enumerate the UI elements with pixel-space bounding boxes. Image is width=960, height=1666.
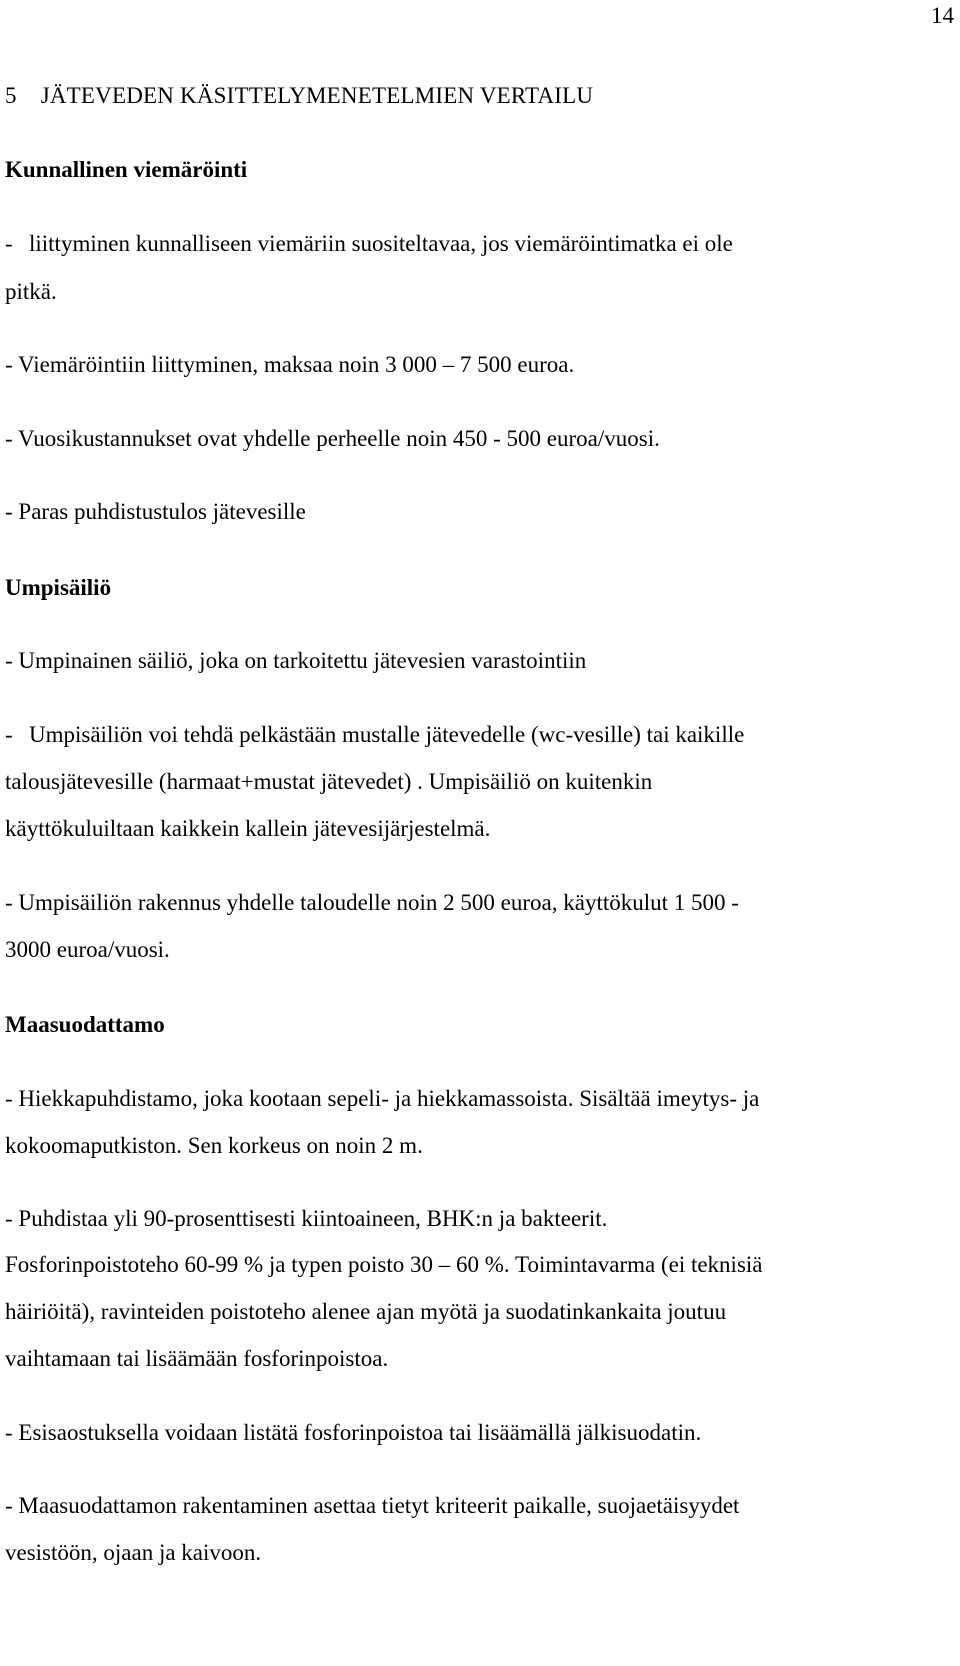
- umpisailio-bullet-2-line-2: talousjätevesille (harmaat+mustat jätevedet) . Umpisäiliö on kuitenkin: [5, 769, 653, 794]
- umpisailio-bullet-2-line-3: käyttökuluiltaan kaikkein kallein jätevesijärjestelmä.: [5, 816, 491, 841]
- section-title: [5, 84, 593, 107]
- umpisailio-heading: Umpisäiliö: [5, 575, 112, 600]
- kunnallinen-bullet-2: - Viemäröintiin liittyminen, maksaa noin 3 000 – 7 500 euroa.: [5, 352, 575, 377]
- kunnallinen-heading: Kunnallinen viemäröinti: [5, 157, 248, 182]
- umpisailio-bullet-3-line-1: - Umpisäiliön rakennus yhdelle taloudelle noin 2 500 euroa, käyttökulut 1 500 -: [5, 890, 739, 915]
- maasuodattamo-bullet-2-line-4: vaihtamaan tai lisäämään fosforinpoistoa.: [5, 1346, 389, 1371]
- kunnallinen-bullet-1-text: liittyminen kunnalliseen viemäriin suositeltavaa, jos viemäröintimatka ei ole: [29, 231, 733, 256]
- maasuodattamo-bullet-4-line-2: vesistöön, ojaan ja kaivoon.: [5, 1540, 262, 1565]
- maasuodattamo-bullet-1-line-1: - Hiekkapuhdistamo, joka kootaan sepeli- ja hiekkamassoista. Sisältää imeytys- ja: [5, 1086, 760, 1111]
- maasuodattamo-heading: Maasuodattamo: [5, 1012, 165, 1037]
- umpisailio-bullet-2-line-1: - Umpisäiliön voi tehdä pelkästään mustalle jätevedelle (wc-vesille) tai kaikille: [5, 722, 745, 747]
- umpisailio-bullet-1: - Umpinainen säiliö, joka on tarkoitettu jätevesien varastointiin: [5, 648, 587, 673]
- kunnallinen-bullet-1-line-2: pitkä.: [5, 279, 57, 304]
- kunnallinen-bullet-1-line-1: - liittyminen kunnalliseen viemäriin suositeltavaa, jos viemäröintimatka ei ole: [5, 231, 733, 256]
- maasuodattamo-bullet-3: - Esisaostuksella voidaan listätä fosforinpoistoa tai lisäämällä jälkisuodatin.: [5, 1420, 702, 1445]
- kunnallinen-bullet-3: - Vuosikustannukset ovat yhdelle perheelle noin 450 - 500 euroa/vuosi.: [5, 426, 660, 451]
- page-number: 14: [931, 3, 954, 28]
- kunnallinen-bullet-4: - Paras puhdistustulos jätevesille: [5, 499, 306, 524]
- umpisailio-bullet-2-text: Umpisäiliön voi tehdä pelkästään mustalle jätevedelle (wc-vesille) tai kaikille: [29, 722, 745, 747]
- maasuodattamo-bullet-1-line-2: kokoomaputkiston. Sen korkeus on noin 2 m.: [5, 1133, 423, 1158]
- section-number: 5: [5, 83, 17, 108]
- maasuodattamo-bullet-4-line-1: - Maasuodattamon rakentaminen asettaa tietyt kriteerit paikalle, suojaetäisyydet: [5, 1493, 740, 1518]
- maasuodattamo-bullet-2-line-2: Fosforinpoistoteho 60-99 % ja typen poisto 30 – 60 %. Toimintavarma (ei teknisiä: [5, 1252, 763, 1277]
- maasuodattamo-bullet-2-line-1: - Puhdistaa yli 90-prosenttisesti kiintoaineen, BHK:n ja bakteerit.: [5, 1206, 608, 1231]
- maasuodattamo-bullet-2-line-3: häiriöitä), ravinteiden poistoteho alenee ajan myötä ja suodatinkankaita joutuu: [5, 1299, 727, 1324]
- umpisailio-bullet-3-line-2: 3000 euroa/vuosi.: [5, 937, 170, 962]
- section-title-text: JÄTEVEDEN KÄSITTELYMENETELMIEN VERTAILU: [40, 83, 594, 108]
